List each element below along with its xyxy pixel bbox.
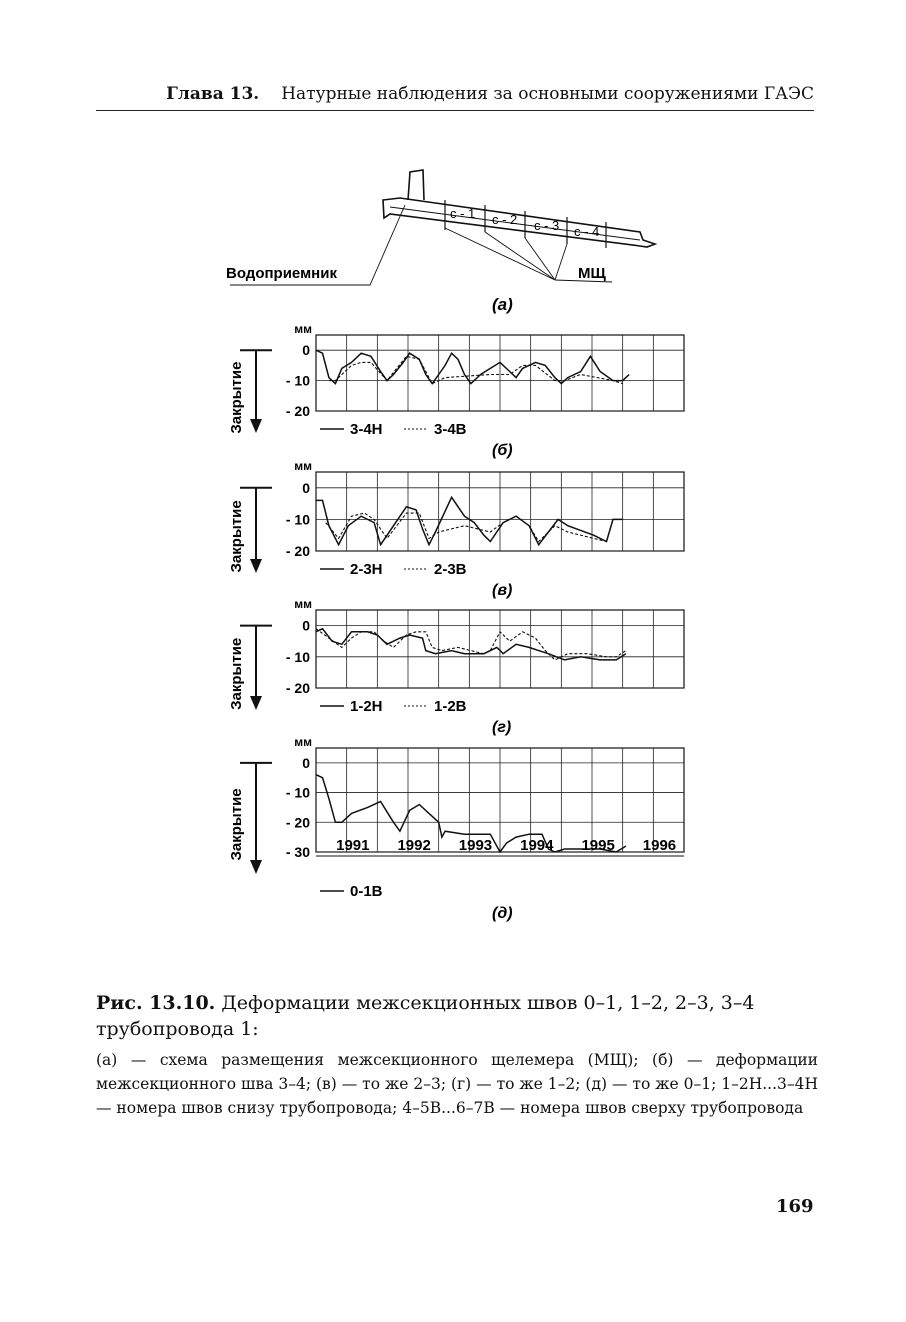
section-label-4: с - 4 [574,224,600,239]
figure-caption [96,990,818,1042]
legend-label: 3-4В [434,421,467,438]
unit-label: мм [294,459,312,473]
y-tick-label: - 10 [285,372,310,389]
panel-label: (г) [492,719,512,736]
page-number: 169 [776,1196,814,1217]
unit-label: мм [294,735,312,749]
closure-arrow-head [250,559,262,573]
chart-panel-2 [228,459,684,599]
chart-panel-4 [228,735,684,922]
chart-panel-3 [228,597,684,736]
panel-label: (в) [492,582,513,599]
legend-label: 2-3В [434,561,467,578]
y-axis-label: Закрытие [228,788,245,861]
y-axis-label: Закрытие [228,361,245,434]
y-axis-label: Закрытие [228,500,245,573]
gauge-label: МЩ [578,265,606,282]
chapter-title: Натурные наблюдения за основными сооружениями ГАЭС [281,84,814,104]
x-tick-label: 1993 [458,837,493,854]
y-tick-label: - 20 [285,403,310,419]
pipeline-scheme [226,170,655,314]
y-axis-label: Закрытие [228,637,245,710]
series-line-1-2Н [316,629,626,660]
x-tick-label: 1994 [520,837,554,854]
y-tick-label: - 20 [285,543,310,559]
y-tick-label: 0 [302,479,310,496]
y-tick-label: - 20 [285,814,310,831]
x-tick-label: 1995 [581,837,615,854]
series-line-3-4Н [316,350,629,383]
closure-arrow-head [250,860,262,874]
legend-label: 1-2В [434,698,467,715]
legend-label: 3-4Н [350,421,383,438]
y-tick-label: - 10 [285,511,310,528]
y-tick-label: 0 [302,342,310,359]
series-line-1-2В [316,629,626,660]
y-tick-label: - 10 [285,784,310,801]
y-tick-label: 0 [302,754,310,771]
legend-label: 0-1В [350,883,383,900]
unit-label: мм [294,322,312,336]
x-tick-label: 1996 [642,837,677,854]
closure-arrow-head [250,419,262,433]
unit-label: мм [294,597,312,611]
chart-panel-1 [228,322,684,459]
section-label-3: с - 3 [534,218,560,233]
legend-label: 2-3Н [350,561,383,578]
figure-note: (а) — схема размещения межсекционного щелемера (МЩ); (б) — деформации межсекционного шва 3–4; (в) — то же 2–3; (г) — то же 1–2; (д) — то же 0–1; 1–2Н...3–4Н — номера швов снизу трубопровода; 4–5В...6–7В — номера швов сверху трубопровода [96,1051,818,1117]
intake-tower [408,170,424,200]
caption-text: Деформации межсекционных швов 0–1, 1–2, 2–3, 3–4 трубопровода 1: [96,992,755,1040]
section-label-2: с - 2 [492,212,518,227]
section-label-1: с - 1 [450,206,476,221]
y-tick-label: 0 [302,617,310,634]
x-tick-label: 1992 [397,837,431,854]
panel-label: (б) [492,442,513,459]
y-tick-label: - 10 [285,648,310,665]
legend-label: 1-2Н [350,698,383,715]
intake-label: Водоприемник [226,265,337,282]
panel-label: (д) [492,905,513,922]
caption-label: Рис. 13.10. [96,992,216,1014]
chapter-number: Глава 13. [166,84,260,104]
y-tick-label: - 30 [285,844,310,860]
y-tick-label: - 20 [285,680,310,696]
panel-label-a: (а) [492,295,513,314]
pipeline [383,198,655,247]
closure-arrow-head [250,696,262,710]
x-tick-label: 1991 [336,837,370,854]
